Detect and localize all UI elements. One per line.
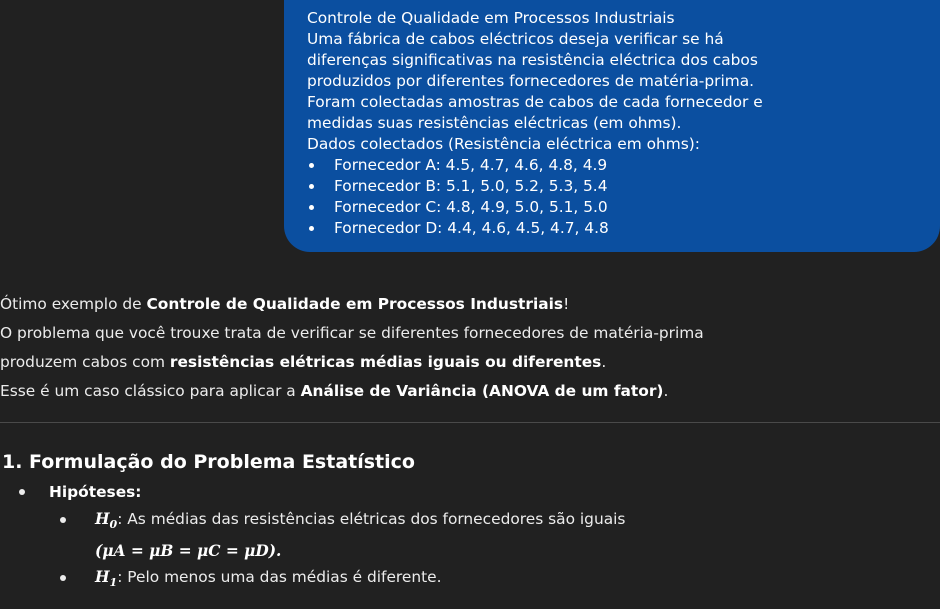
h0-symbol xyxy=(95,510,118,532)
assistant-paragraph xyxy=(0,377,940,406)
supplier-item xyxy=(307,218,930,239)
paragraph-text: ! xyxy=(563,295,570,313)
message-line: Dados colectados (Resistência eléctrica em ohms): xyxy=(307,135,700,153)
section-heading: 1. Formulação do Problema Estatístico xyxy=(2,451,415,473)
message-line: Uma fábrica de cabos eléctricos deseja verificar se há xyxy=(307,30,724,48)
supplier-item xyxy=(307,155,930,176)
bullet-icon xyxy=(60,575,66,581)
bold-text: resistências elétricas médias iguais ou diferentes xyxy=(169,353,602,371)
bullet-icon xyxy=(309,226,314,231)
paragraph-text: . xyxy=(663,382,669,400)
bold-text: Controle de Qualidade em Processos Industriais xyxy=(146,295,564,313)
paragraph-text: Ótimo exemplo de xyxy=(0,295,147,313)
user-message-bubble xyxy=(284,0,940,252)
message-line: produzidos por diferentes fornecedores de matéria-prima. xyxy=(307,72,755,90)
supplier-item xyxy=(307,176,930,197)
message-line: diferenças significativas na resistência eléctrica dos cabos xyxy=(307,51,758,69)
paragraph-text: Esse é um caso clássico para aplicar a xyxy=(0,382,301,400)
math-letter: H xyxy=(95,568,110,587)
paragraph-text: produzem cabos com xyxy=(0,353,170,371)
h1-symbol xyxy=(95,568,118,590)
paragraph-text: . xyxy=(601,353,607,371)
supplier-text: Fornecedor C: 4.8, 4.9, 5.0, 5.1, 5.0 xyxy=(334,198,608,216)
supplier-text: Fornecedor B: 5.1, 5.0, 5.2, 5.3, 5.4 xyxy=(334,177,608,195)
math-letter: H xyxy=(95,510,110,528)
assistant-paragraph xyxy=(0,348,940,377)
assistant-message xyxy=(0,290,940,406)
h0-text: : As médias das resistências elétricas dos fornecedores são iguais xyxy=(117,510,626,528)
hypothesis-h0 xyxy=(0,506,940,538)
h0-formula: (μA = μB = μC = μD). xyxy=(95,542,282,561)
supplier-text: Fornecedor D: 4.4, 4.6, 4.5, 4.7, 4.8 xyxy=(334,219,609,237)
supplier-list xyxy=(307,155,930,239)
hypothesis-h1 xyxy=(0,564,940,596)
bullet-icon xyxy=(60,517,66,523)
supplier-text: Fornecedor A: 4.5, 4.7, 4.6, 4.8, 4.9 xyxy=(334,156,608,174)
math-subscript: 0 xyxy=(109,518,118,532)
hypotheses-list xyxy=(0,478,940,596)
bullet-icon xyxy=(309,163,314,168)
assistant-paragraph xyxy=(0,290,940,319)
bold-text: Análise de Variância (ANOVA de um fator) xyxy=(300,382,664,400)
supplier-item xyxy=(307,197,930,218)
hypotheses-label: Hipóteses: xyxy=(49,483,142,501)
bullet-icon xyxy=(309,205,314,210)
assistant-paragraph: O problema que você trouxe trata de verificar se diferentes fornecedores de matéria-prima xyxy=(0,324,704,342)
bullet-icon xyxy=(309,184,314,189)
h1-text: : Pelo menos uma das médias é diferente. xyxy=(117,568,442,587)
bullet-icon xyxy=(19,489,25,495)
section-divider xyxy=(0,422,940,423)
message-line: medidas suas resistências eléctricas (em ohms). xyxy=(307,114,682,132)
math-subscript: 1 xyxy=(109,576,118,590)
message-line: Foram colectadas amostras de cabos de cada fornecedor e xyxy=(307,93,763,111)
hypothesis-h0-formula xyxy=(0,538,940,564)
hypotheses-item xyxy=(0,478,940,506)
message-title: Controle de Qualidade em Processos Industriais xyxy=(307,9,675,27)
